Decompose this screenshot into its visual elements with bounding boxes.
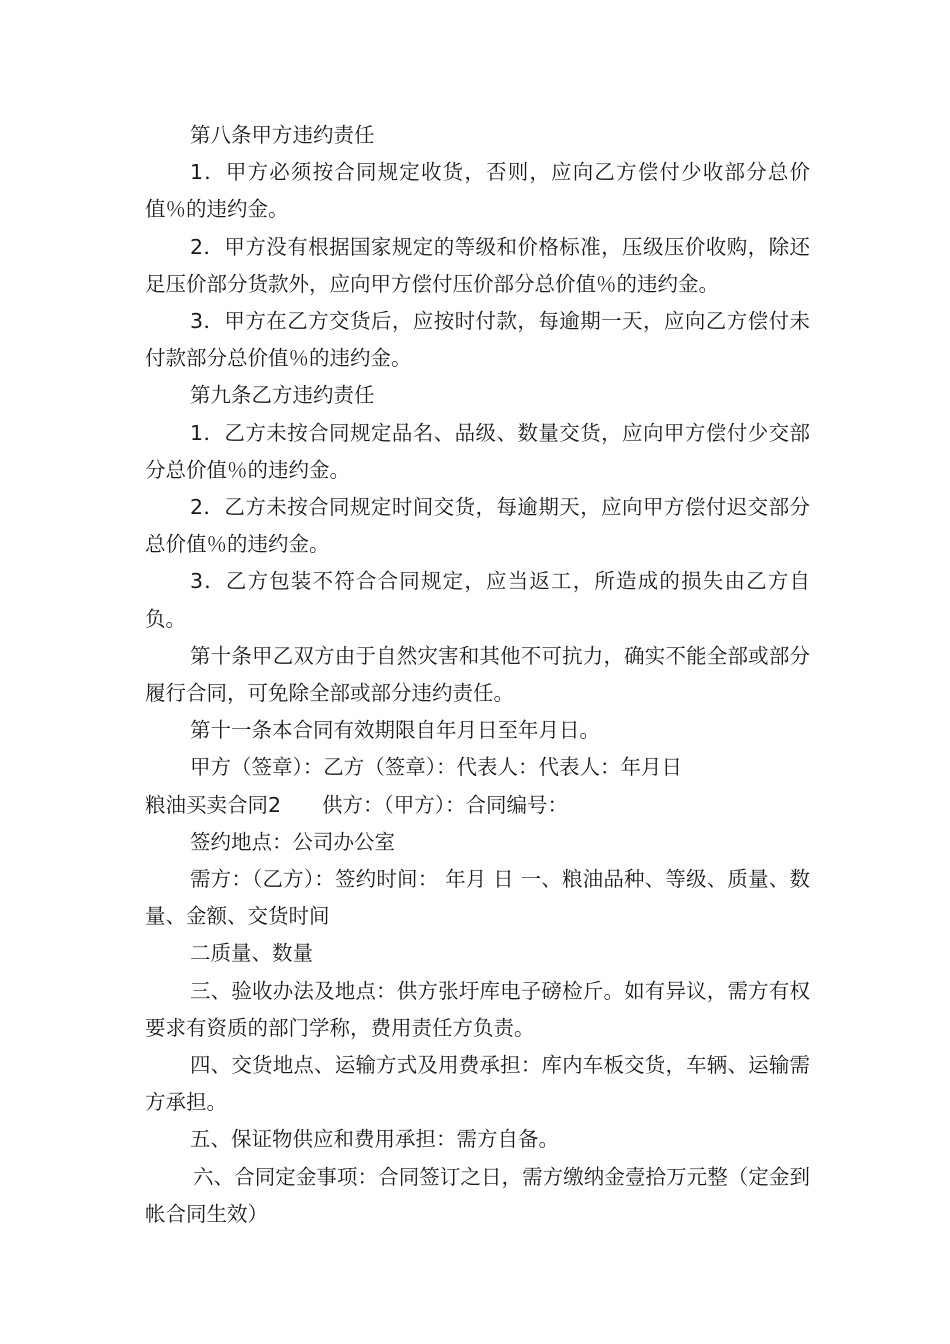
paragraph-deposit: 六、合同定金事项：合同签订之日，需方缴纳金壹拾万元整（定金到帐合同生效） (145, 1164, 810, 1226)
document-body (145, 117, 810, 1233)
paragraph-article-8-item-2: 2．甲方没有根据国家规定的等级和价格标准，压级压价收购，除还足压价部分货款外，应向甲方偿付压价部分总价值％的违约金。 (145, 234, 810, 296)
paragraph-inspection: 三、验收办法及地点：供方张圩库电子磅检斤。如有异议，需方有权要求有资质的部门学称，费用责任方负责。 (145, 978, 810, 1040)
paragraph-article-11: 第十一条本合同有效期限自年月日至年月日。 (190, 718, 600, 743)
paragraph-delivery: 四、交货地点、运输方式及用费承担：库内车板交货，车辆、运输需方承担。 (145, 1053, 810, 1115)
paragraph-signatures: 甲方（签章）：乙方（签章）：代表人：代表人：年月日 (190, 755, 682, 780)
paragraph-article-9-item-1: 1．乙方未按合同规定品名、品级、数量交货，应向甲方偿付少交部分总价值％的违约金。 (145, 420, 810, 482)
paragraph-article-8-item-3: 3．甲方在乙方交货后，应按时付款，每逾期一天，应向乙方偿付未付款部分总价值％的违约金。 (145, 309, 810, 371)
paragraph-signing-location: 签约地点：公司办公室 (190, 829, 395, 854)
paragraph-article-9-item-2: 2．乙方未按合同规定时间交货，每逾期天，应向甲方偿付迟交部分总价值％的违约金。 (145, 495, 810, 557)
paragraph-article-9-title: 第九条乙方违约责任 (190, 383, 375, 408)
paragraph-supplies: 五、保证物供应和费用承担：需方自备。 (190, 1127, 559, 1152)
paragraph-article-8-item-1: 1．甲方必须按合同规定收货，否则，应向乙方偿付少收部分总价值％的违约金。 (145, 160, 810, 222)
paragraph-buyer-info: 需方：（乙方）：签约时间： 年月 日 一、粮油品种、等级、质量、数量、金额、交货时间 (145, 867, 810, 929)
paragraph-article-10: 第十条甲乙双方由于自然灾害和其他不可抗力，确实不能全部或部分履行合同，可免除全部或部分违约责任。 (145, 643, 810, 706)
paragraph-quality-quantity: 二质量、数量 (190, 941, 313, 966)
paragraph-article-8-title: 第八条甲方违约责任 (190, 123, 375, 147)
paragraph-contract-2-header: 粮油买卖合同2 供方：（甲方）：合同编号： (145, 792, 569, 817)
paragraph-article-9-item-3: 3．乙方包装不符合合同规定，应当返工，所造成的损失由乙方自负。 (145, 569, 810, 631)
